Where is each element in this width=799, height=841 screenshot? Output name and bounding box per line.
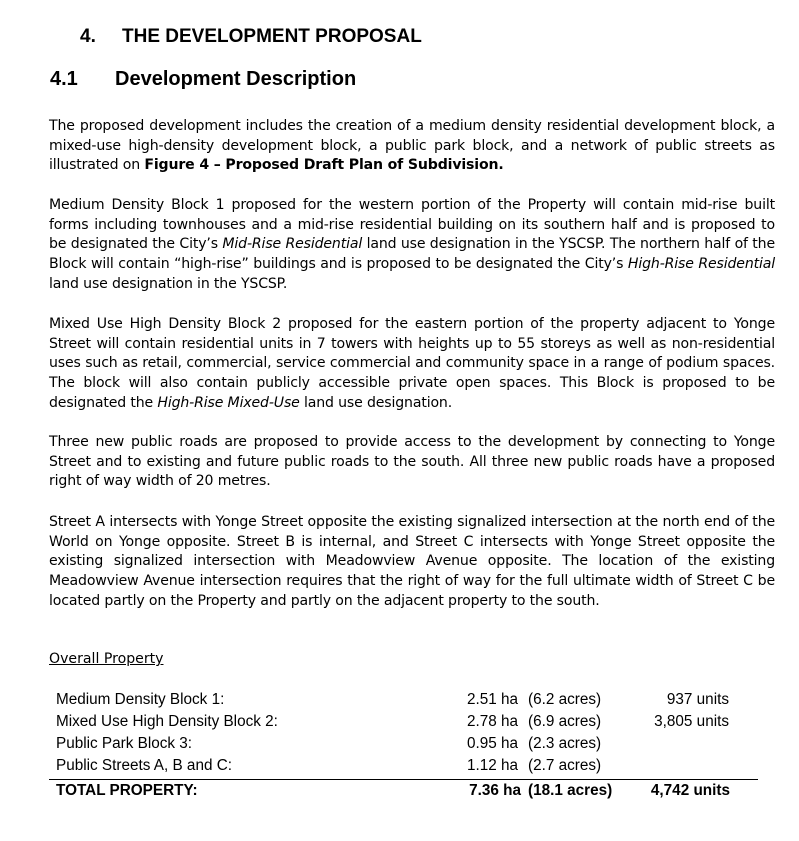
row-hectares: 1.12 ha <box>466 757 518 774</box>
total-hectares: 7.36 ha <box>469 782 521 799</box>
row-hectares: 2.78 ha <box>466 713 518 730</box>
paragraph-block-1-a: Medium Density Block 1 proposed for the western portion of the Property will contain mid-rise built forms including townhouses and a mid-rise residential building on its southern half and is proposed to be designated the City’s <box>49 197 775 253</box>
row-units: 937 units <box>666 691 729 708</box>
paragraph-streets: Street A intersects with Yonge Street opposite the existing signalized intersection at the north end of the World on Yonge opposite. Street B is internal, and Street C intersects with Yonge Street opposite the existing signalized intersection with Meadowview Avenue opposite. The location of the existing Meadowview Avenue intersection requires that the right of way for the full ultimate width of Street C be located partly on the Property and partly on the adjacent property to the south. <box>49 514 775 609</box>
paragraph-block-1 <box>49 196 775 295</box>
table-row <box>49 734 758 756</box>
row-acres: (6.9 acres) <box>528 713 602 730</box>
subsection-title: Development Description <box>115 68 357 90</box>
row-label: Public Streets A, B and C: <box>56 757 233 774</box>
paragraph-block-2 <box>49 315 775 414</box>
subsection-number: 4.1 <box>50 68 78 90</box>
paragraph-roads: Three new public roads are proposed to provide access to the development by connecting to Yonge Street and to existing and future public roads to the south. All three new public roads have a proposed right of way width of 20 metres. <box>49 434 775 490</box>
total-label: TOTAL PROPERTY: <box>56 782 198 799</box>
section-heading <box>80 26 422 48</box>
designation-mixed-use: High-Rise Mixed-Use <box>157 394 300 411</box>
paragraph-intro <box>49 117 775 176</box>
designation-mid-rise: Mid-Rise Residential <box>222 236 363 253</box>
row-label: Medium Density Block 1: <box>56 691 225 708</box>
row-hectares: 0.95 ha <box>466 735 518 752</box>
section-title: THE DEVELOPMENT PROPOSAL <box>122 26 422 47</box>
row-acres: (2.7 acres) <box>528 757 602 774</box>
paragraph-intro-text: The proposed development includes the creation of a medium density residential development block, a mixed-use high-density development block, a public park block, and a network of public streets as illustrated on <box>49 118 775 174</box>
designation-high-rise: High-Rise Residential <box>627 256 775 273</box>
row-hectares: 2.51 ha <box>466 691 518 708</box>
table-total-row <box>49 779 758 802</box>
row-acres: (2.3 acres) <box>528 735 602 752</box>
paragraph-block-1-b: land use designation in the YSCSP. The northern half of the Block will contain “high-rise” buildings and is proposed to be designated the City’s <box>49 236 775 273</box>
paragraph-block-1-c: land use designation in the YSCSP. <box>49 275 288 292</box>
row-units: 3,805 units <box>654 713 729 730</box>
row-label: Mixed Use High Density Block 2: <box>56 713 278 730</box>
row-label: Public Park Block 3: <box>56 735 193 752</box>
row-acres: (6.2 acres) <box>528 691 602 708</box>
total-acres: (18.1 acres) <box>528 782 613 799</box>
property-table <box>49 690 758 802</box>
table-row <box>49 712 758 734</box>
subsection-heading <box>50 68 356 91</box>
total-units: 4,742 units <box>650 782 730 799</box>
overall-property-heading: Overall Property <box>49 651 164 667</box>
paragraph-block-2-a: Mixed Use High Density Block 2 proposed for the eastern portion of the property adjacent to Yonge Street will contain residential units in 7 towers with heights up to 55 storeys as well as non-residential uses such as retail, commercial, service commercial and community space in a range of podium spaces. The block will also contain publicly accessible private open spaces. This Block is proposed to be designated the <box>49 316 775 411</box>
paragraph-block-2-b: land use designation. <box>299 394 453 411</box>
section-number: 4. <box>80 26 96 47</box>
figure-reference: Figure 4 – Proposed Draft Plan of Subdivision. <box>144 157 504 174</box>
table-row <box>49 690 758 712</box>
table-row <box>49 756 758 778</box>
